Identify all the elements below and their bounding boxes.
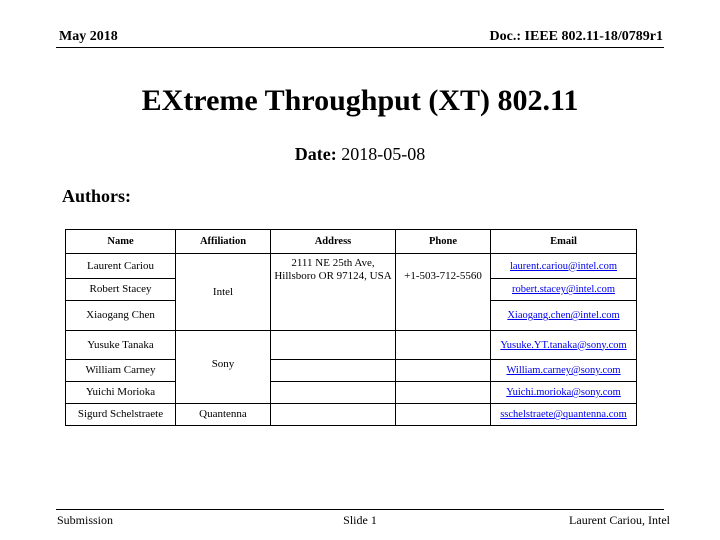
author-name: William Carney <box>66 360 176 382</box>
phone-cell <box>396 331 491 360</box>
footer-submission: Submission <box>57 513 114 527</box>
table-row <box>66 382 637 404</box>
address-cell: 2111 NE 25th Ave, Hillsboro OR 97124, USA <box>271 254 396 331</box>
author-name: Yuichi Morioka <box>66 382 176 404</box>
table-header-row <box>66 230 637 254</box>
date-line <box>0 144 720 165</box>
email-link[interactable]: William.carney@sony.com <box>491 360 637 382</box>
email-link[interactable]: laurent.cariou@intel.com <box>491 254 637 279</box>
col-header-name: Name <box>66 230 176 254</box>
table-row <box>66 254 637 279</box>
author-name: Laurent Cariou <box>66 254 176 279</box>
slide-title: EXtreme Throughput (XT) 802.11 <box>141 84 579 117</box>
email-link[interactable]: robert.stacey@intel.com <box>491 279 637 301</box>
address-cell <box>271 404 396 426</box>
email-link[interactable]: sschelstraete@quantenna.com <box>491 404 637 426</box>
table-row <box>66 360 637 382</box>
date-value: 2018-05-08 <box>341 144 426 164</box>
authors-heading: Authors: <box>62 186 132 206</box>
author-name: Xiaogang Chen <box>66 301 176 331</box>
header-doc-id: Doc.: IEEE 802.11-18/0789r1 <box>489 29 663 44</box>
date-label: Date: <box>294 144 337 164</box>
email-link[interactable]: Yusuke.YT.tanaka@sony.com <box>491 331 637 360</box>
table-row <box>66 331 637 360</box>
col-header-phone: Phone <box>396 230 491 254</box>
table-row <box>66 404 637 426</box>
phone-cell: +1-503-712-5560 <box>396 254 491 331</box>
authors-table <box>65 229 637 426</box>
col-header-address: Address <box>271 230 396 254</box>
footer-author: Laurent Cariou, Intel <box>569 513 670 527</box>
author-name: Sigurd Schelstraete <box>66 404 176 426</box>
author-name: Robert Stacey <box>66 279 176 301</box>
affiliation-cell: Sony <box>176 331 271 404</box>
address-cell <box>271 382 396 404</box>
col-header-affiliation: Affiliation <box>176 230 271 254</box>
phone-cell <box>396 360 491 382</box>
header-date: May 2018 <box>59 29 118 44</box>
affiliation-cell: Intel <box>176 254 271 331</box>
phone-cell <box>396 404 491 426</box>
footer-divider <box>56 509 664 510</box>
col-header-email: Email <box>491 230 637 254</box>
affiliation-cell: Quantenna <box>176 404 271 426</box>
phone-cell <box>396 382 491 404</box>
address-cell <box>271 360 396 382</box>
address-cell <box>271 331 396 360</box>
header-divider <box>56 47 664 48</box>
author-name: Yusuke Tanaka <box>66 331 176 360</box>
email-link[interactable]: Xiaogang.chen@intel.com <box>491 301 637 331</box>
footer-slide-number: Slide 1 <box>343 513 377 527</box>
email-link[interactable]: Yuichi.morioka@sony.com <box>491 382 637 404</box>
